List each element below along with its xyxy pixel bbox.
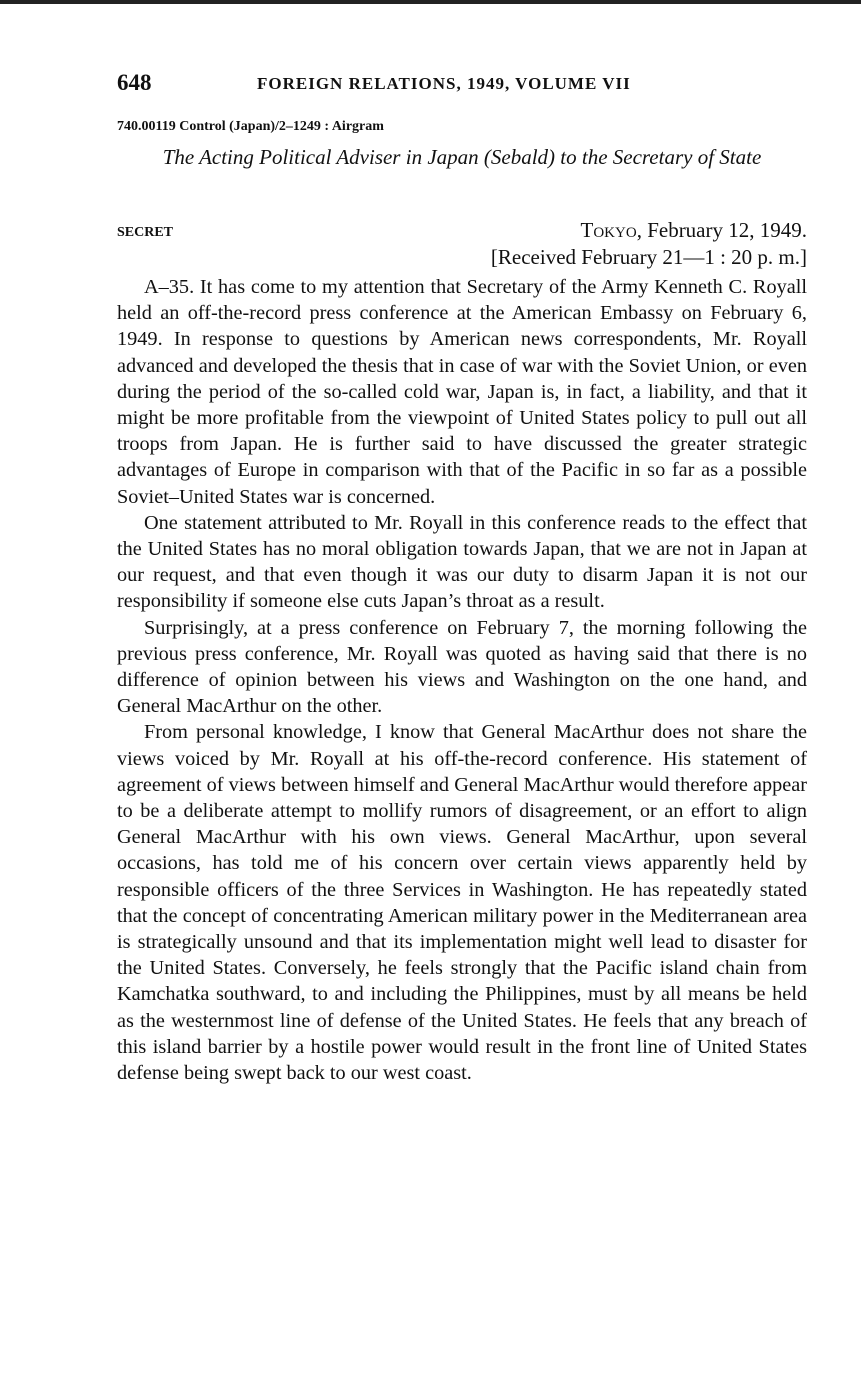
document-body [117,274,807,1086]
classification-label: SECRET [117,225,174,240]
dateline-city: Tokyo [580,218,637,242]
dateline-date: , February 12, 1949. [636,218,807,242]
paragraph: A–35. It has come to my attention that Secretary of the Army Kenneth C. Royall held an off-the-record press conference at the American Embassy on February 6, 1949. In response to questions by American news correspondents, Mr. Royall advanced and developed the thesis that in case of war with the Soviet Union, or even during the period of the so-called cold war, Japan is, in fact, a liability, and that it might be more profitable from the viewpoint of United States policy to pull out all troops from Japan. He is further said to have discussed the greater strategic advantages of Europe in comparison with that of the Pacific in so far as a possible Soviet–United States war is concerned. [117,276,807,508]
running-head: FOREIGN RELATIONS, 1949, VOLUME VII [257,74,631,93]
paragraph: Surprisingly, at a press conference on February 7, the morning following the previous press conference, Mr. Royall was quoted as having said that there is no difference of opinion between his views and Washington on the one hand, and General MacArthur on the other. [117,616,807,718]
received-note: [Received February 21—1 : 20 p. m.] [490,245,807,269]
paragraph: One statement attributed to Mr. Royall in this conference reads to the effect that the United States has no moral obligation towards Japan, that we are not in Japan at our request, and that even though it was our duty to disarm Japan it is not our responsibility if someone else cuts Japan’s throat as a result. [117,511,807,613]
top-border-rule [0,0,861,4]
paragraph: From personal knowledge, I know that General MacArthur does not share the views voiced by Mr. Royall at his off-the-record conference. His statement of agreement of views between himself and General MacArthur would therefore appear to be a deliberate attempt to mollify rumors of disagreement, or an effort to align General MacArthur with his own views. General MacArthur, upon several occasions, has told me of his concern over certain views apparently held by responsible officers of the three Services in Washington. He has repeatedly stated that the concept of concentrating American military power in the Mediterranean area is strategically unsound and that its implementation might well lead to disaster for the United States. Conversely, he feels strongly that the Pacific island chain from Kamchatka southward, to and including the Philippines, must by all means be held as the westernmost line of defense of the United States. He feels that any breach of this island barrier by a hostile power would result in the front line of United States defense being swept back to our west coast. [117,721,807,1085]
file-number: 740.00119 Control (Japan)/2–1249 : Airgram [117,119,384,134]
page-number: 648 [117,70,152,95]
dateline [581,218,807,243]
page-header [117,70,807,104]
document-title: The Acting Political Adviser in Japan (Sebald) to the Secretary of State [162,145,762,169]
